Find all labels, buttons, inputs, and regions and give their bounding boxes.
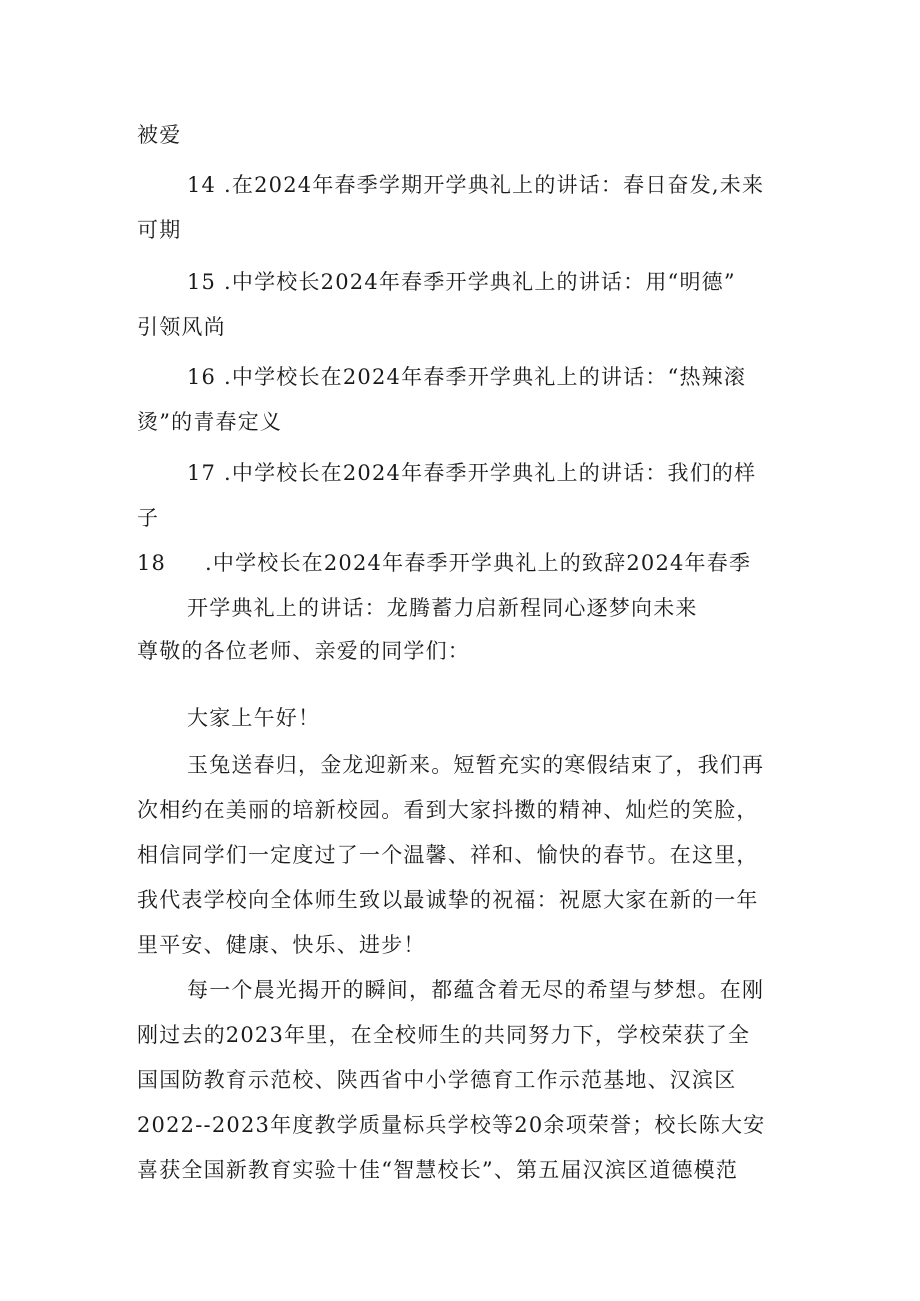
greeting: 大家上午好！ — [187, 706, 321, 730]
text-line: 烫”的青春定义 — [137, 410, 283, 434]
text-line: .中学校长在2024年春季开学典礼上的致辞2024年春季 — [205, 551, 752, 575]
paragraph-line: 里平安、健康、快乐、进步！ — [137, 933, 426, 957]
paragraph-line: 喜获全国新教育实验十佳“智慧校长”、第五届汉滨区道德模范 — [137, 1158, 739, 1182]
paragraph-line: 相信同学们一定度过了一个温馨、祥和、愉快的春节。在这里， — [137, 843, 759, 867]
paragraph-line: 玉兔送春归，金龙迎新来。短暂充实的寒假结束了，我们再 — [187, 753, 765, 777]
text-line: 15 .中学校长2024年春季开学典礼上的讲话：用“明德” — [187, 270, 736, 294]
text-line: 17 .中学校长在2024年春季开学典礼上的讲话：我们的样 — [187, 461, 757, 485]
item-number: 18 — [137, 551, 167, 575]
paragraph-line: 每一个晨光揭开的瞬间，都蕴含着无尽的希望与梦想。在刚 — [187, 978, 765, 1002]
paragraph-line: 次相约在美丽的培新校园。看到大家抖擞的精神、灿烂的笑脸， — [137, 798, 759, 822]
text-line: 可期 — [137, 218, 182, 242]
paragraph-line: 刚过去的2023年里，在全校师生的共同努力下，学校荣获了全 — [137, 1023, 751, 1047]
paragraph-line: 2022--2023年度教学质量标兵学校等20余项荣誉；校长陈大安 — [137, 1113, 766, 1137]
paragraph-line: 国国防教育示范校、陕西省中小学德育工作示范基地、汉滨区 — [137, 1068, 737, 1092]
text-line: 16 .中学校长在2024年春季开学典礼上的讲话：“热辣滚 — [187, 365, 747, 389]
speech-title: 开学典礼上的讲话：龙腾蓄力启新程同心逐梦向未来 — [187, 596, 698, 620]
salutation: 尊敬的各位老师、亲爱的同学们： — [137, 639, 470, 663]
text-line: 子 — [137, 506, 160, 530]
text-line: 引领风尚 — [137, 315, 226, 339]
text-line: 被爱 — [137, 123, 182, 147]
text-line: 14 .在2024年春季学期开学典礼上的讲话：春日奋发,未来 — [187, 173, 765, 197]
paragraph-line: 我代表学校向全体师生致以最诚挚的祝福：祝愿大家在新的一年 — [137, 888, 759, 912]
